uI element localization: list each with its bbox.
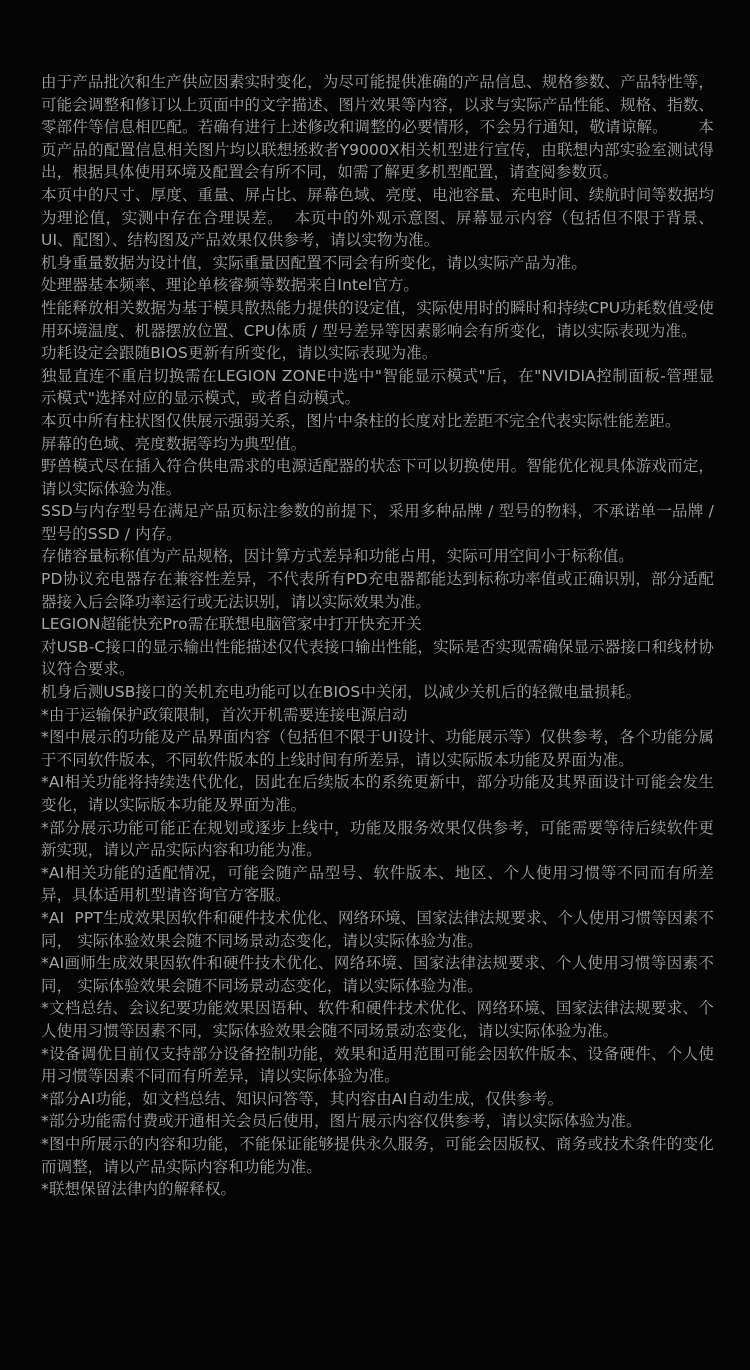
disclaimer-paragraph-7: 独显直连不重启切换需在LEGION ZONE中选中"智能显示模式"后，在"NVIDIA控制面板-管理显示模式"选择对应的显示模式，或者自动模式。 (41, 366, 714, 408)
disclaimer-paragraph-16: 机身后测USB接口的关机充电功能可以在BIOS中关闭，以减少关机后的轻微电量损耗。 (41, 683, 642, 702)
disclaimer-paragraph-2: 本页中的尺寸、厚度、重量、屏占比、屏幕色域、亮度、电池容量、充电时间、续航时间等数据均为理论值，实测中存在合理误差。 本页中的外观示意图、屏幕显示内容（包括但不限于背景、UI、配图）、结构图及产品效果仅供参考，请以实物为准。 (41, 185, 714, 250)
disclaimer-paragraph-11: SSD与内存型号在满足产品页标注参数的前提下，采用多种品牌 / 型号的物料，不承诺单一品牌 / 型号的SSD / 内存。 (41, 502, 720, 543)
disclaimer-paragraph-4: 处理器基本频率、理论单核睿频等数据来自Intel官方。 (41, 276, 420, 295)
disclaimer-paragraph-1: 由于产品批次和生产供应因素实时变化，为尽可能提供准确的产品信息、规格参数、产品特性等，可能会调整和修订以上页面中的文字描述、图片效果等内容，以求与实际产品性能、规格、指数、零部件等信息相匹配。若确有进行上述修改和调整的必要情形，不会另行通知，敬请谅解。 本页产品的配置信息相关图片均以联想拯救者Y9000X相关机型进行宣传，由联想内部实验室测试得出，根据具体使用环境及配置会有所不同，如需了解更多机型配置，请查阅参数页。 (41, 73, 714, 182)
disclaimer-paragraph-18: *图中展示的功能及产品界面内容（包括但不限于UI设计、功能展示等）仅供参考，各个功能分属于不同软件版本，不同软件版本的上线时间有所差异，请以实际版本功能及界面为准。 (41, 728, 714, 769)
disclaimer-paragraph-23: *AI画师生成效果因软件和硬件技术优化、网络环境、国家法律法规要求、个人使用习惯等因素不同， 实际体验效果会随不同场景动态变化，请以实际体验为准。 (41, 954, 714, 995)
disclaimer-paragraph-26: *部分AI功能，如文档总结、知识问答等，其内容由AI自动生成，仅供参考。 (41, 1089, 564, 1108)
disclaimer-paragraph-6: 功耗设定会跟随BIOS更新有所变化，请以实际表现为准。 (41, 344, 438, 363)
disclaimer-paragraph-10: 野兽模式尽在插入符合供电需求的电源适配器的状态下可以切换使用。智能优化视具体游戏而定，请以实际体验为准。 (41, 457, 714, 498)
disclaimer-paragraph-21: *AI相关功能的适配情况，可能会随产品型号、软件版本、地区、个人使用习惯等不同而有所差异，具体适用机型请咨询官方客服。 (41, 863, 714, 905)
disclaimer-paragraph-8: 本页中所有柱状图仅供展示强弱关系，图片中条柱的长度对比差距不完全代表实际性能差距。 (41, 411, 681, 430)
disclaimer-paragraph-17: *由于运输保护政策限制，首次开机需要连接电源启动 (41, 705, 408, 724)
disclaimer-paragraph-25: *设备调优目前仅支持部分设备控制功能，效果和适用范围可能会因软件版本、设备硬件、个人使用习惯等因素不同而有所差异，请以实际体验为准。 (41, 1044, 714, 1086)
disclaimer-paragraph-13: PD协议充电器存在兼容性差异，不代表所有PD充电器都能达到标称功率值或正确识别，部分适配器接入后会降功率运行或无法识别，请以实际效果为准。 (41, 570, 714, 611)
disclaimer-paragraph-3: 机身重量数据为设计值，实际重量因配置不同会有所变化，请以实际产品为准。 (41, 253, 588, 272)
disclaimer-paragraph-20: *部分展示功能可能正在规划或逐步上线中，功能及服务效果仅供参考，可能需要等待后续软件更新实现，请以产品实际内容和功能为准。 (41, 818, 714, 860)
disclaimer-paragraph-19: *AI相关功能将持续迭代优化，因此在后续版本的系统更新中，部分功能及其界面设计可能会发生变化，请以实际版本功能及界面为准。 (41, 773, 714, 814)
disclaimer-paragraph-15: 对USB-C接口的显示输出性能描述仅代表接口输出性能，实际是否实现需确保显示器接口和线材协议符合要求。 (41, 637, 714, 679)
disclaimer-paragraph-12: 存储容量标称值为产品规格，因计算方式差异和功能占用，实际可用空间小于标称值。 (41, 547, 634, 566)
disclaimer-paragraph-28: *图中所展示的内容和功能，不能保证能够提供永久服务，可能会因版权、商务或技术条件的变化而调整，请以产品实际内容和功能为准。 (41, 1134, 714, 1176)
disclaimer-paragraph-22: *AI PPT生成效果因软件和硬件技术优化、网络环境、国家法律法规要求、个人使用习惯等因素不同， 实际体验效果会随不同场景动态变化，请以实际体验为准。 (41, 908, 714, 950)
disclaimer-paragraph-27: *部分功能需付费或开通相关会员后使用，图片展示内容仅供参考，请以实际体验为准。 (41, 1112, 642, 1131)
disclaimer-paragraph-9: 屏幕的色域、亮度数据等均为典型值。 (41, 434, 307, 453)
disclaimer-block (41, 71, 720, 1201)
disclaimer-paragraph-5: 性能释放相关数据为基于模具散热能力提供的设定值，实际使用时的瞬时和持续CPU功耗数值受使用环境温度、机器摆放位置、CPU体质 / 型号差异等因素影响会有所变化，请以实际表现为准。 (41, 298, 714, 340)
disclaimer-paragraph-24: *文档总结、会议纪要功能效果因语种、软件和硬件技术优化、网络环境、国家法律法规要求、个人使用习惯等因素不同，实际体验效果会随不同场景动态变化，请以实际体验为准。 (41, 999, 714, 1040)
disclaimer-paragraph-29: *联想保留法律内的解释权。 (41, 1180, 237, 1199)
disclaimer-paragraph-14: LEGION超能快充Pro需在联想电脑管家中打开快充开关 (41, 615, 422, 634)
